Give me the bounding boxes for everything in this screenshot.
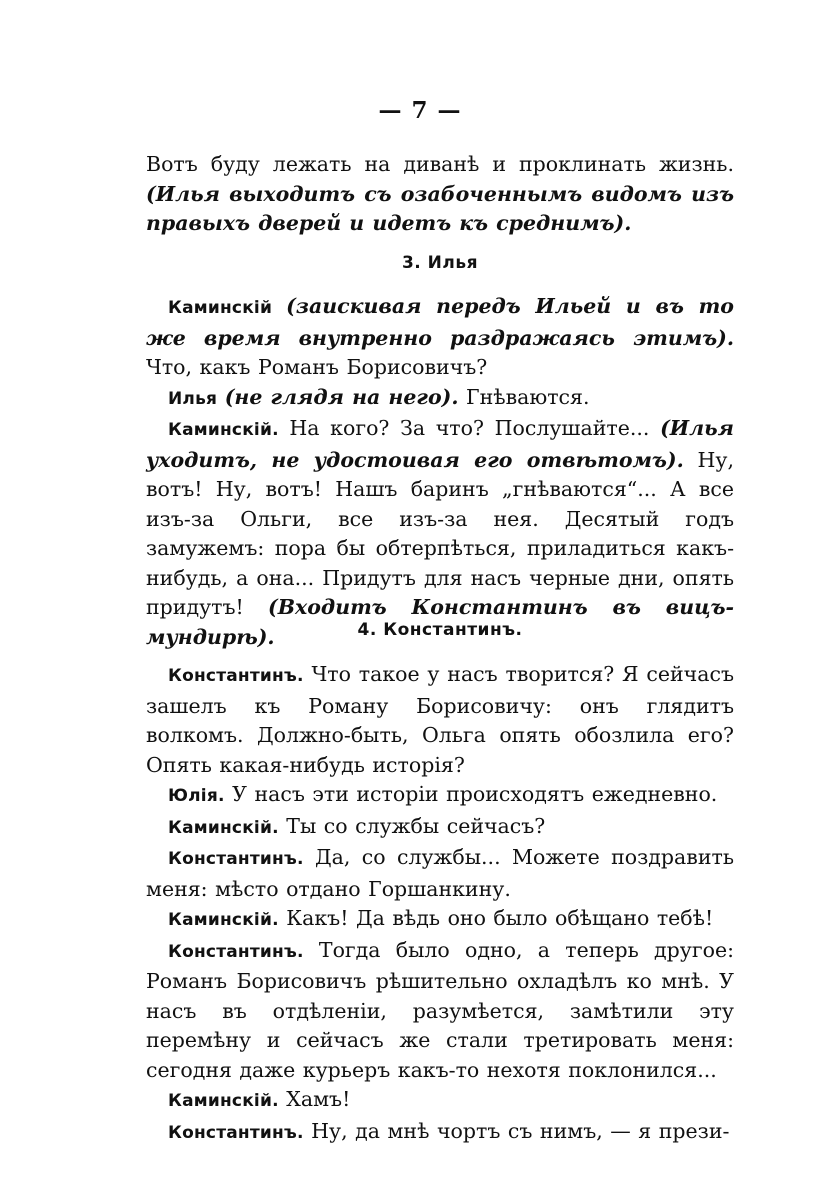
speaker-name: Константинъ. (168, 849, 304, 869)
speaker-name: Каминскій. (168, 817, 279, 838)
dialogue-line (146, 936, 734, 1086)
speaker-name: Илья (168, 388, 218, 409)
scene-3-body (146, 292, 734, 652)
speaker-name: Каминскій. (168, 1091, 279, 1111)
dialogue-line (146, 660, 734, 780)
page-number: — 7 — (378, 97, 462, 124)
scene-4-body (146, 660, 734, 1148)
dialogue-line (146, 383, 734, 415)
dialogue-text: Ну, вотъ! Ну, вотъ! Нашъ баринъ „гнѣваются“... А все изъ-за Ольги, все изъ-за нея. Десятый годъ замужемъ: пора бы обтерпѣться, приладиться какъ-нибудь, а она... Придутъ для насъ черные дни, опять придутъ! (146, 447, 734, 619)
speaker-name: Константинъ. (168, 666, 304, 686)
dialogue-line (146, 904, 734, 936)
speaker-name: Константинъ. (168, 1122, 304, 1143)
stage-direction: (Илья уходитъ, не удостоивая его отвѣтомъ). (146, 416, 734, 472)
intro-text: Вотъ буду лежать на диванѣ и проклинать жизнь. (146, 152, 734, 176)
dialogue-text: Что такое у насъ творится? Я сейчасъ зашелъ къ Роману Борисовичу: онъ глядитъ волкомъ. Должно-быть, Ольга опять обозлила его? Опять какая-нибудь исторія? (146, 662, 734, 777)
dialogue-line (146, 414, 734, 652)
scene-4-heading: 4. Константинъ. (357, 620, 523, 640)
dialogue-text: У насъ эти исторіи происходятъ ежедневно. (232, 782, 718, 806)
speaker-name: Каминскій. (168, 420, 279, 440)
speaker-name: Юлія. (168, 786, 225, 806)
dialogue-text: Какъ! Да вѣдь оно было обѣщано тебѣ! (286, 906, 714, 930)
scene-3-heading: 3. Илья (401, 253, 479, 273)
dialogue-line (146, 1085, 734, 1117)
dialogue-text: Хамъ! (286, 1087, 351, 1111)
dialogue-text: Гнѣваются. (466, 384, 590, 409)
stage-direction: (не глядя на него). (224, 384, 459, 409)
dialogue-text: Да, со службы... Можете поздравить меня: мѣсто отдано Горшанкину. (146, 845, 734, 901)
stage-direction: (заискивая передъ Ильей и въ то же время внутренно раздражаясь этимъ). (146, 294, 734, 350)
dialogue-line (146, 843, 734, 904)
speaker-name: Константинъ. (168, 941, 304, 962)
speaker-name: Каминскій. (168, 910, 279, 930)
dialogue-line (146, 780, 734, 812)
dialogue-text: Что, какъ Романъ Борисовичъ? (146, 355, 488, 379)
intro-paragraph (146, 150, 734, 239)
intro-stage-direction: (Илья выходитъ съ озабоченнымъ видомъ изъ правыхъ дверей и идетъ къ среднимъ). (146, 181, 734, 235)
dialogue-text: Тогда было одно, а теперь другое: Романъ Борисовичъ рѣшительно охладѣлъ ко мнѣ. У насъ въ отдѣленіи, разумѣется, замѣтили эту перемѣну и сейчасъ же стали третировать меня: сегодня даже курьеръ какъ-то нехотя поклонился... (146, 937, 734, 1082)
dialogue-line (146, 292, 734, 383)
dialogue-line (146, 1117, 734, 1149)
stage-direction: (Входитъ Константинъ въ вицъ-мундирѣ). (146, 595, 734, 649)
dialogue-text: Ну, да мнѣ чортъ съ нимъ, — я прези- (311, 1118, 730, 1143)
dialogue-line (146, 812, 734, 844)
speaker-name: Каминскій (168, 298, 273, 318)
dialogue-text: Ты со службы сейчасъ? (286, 813, 546, 838)
dialogue-text: На кого? За что? Послушайте... (289, 416, 650, 440)
